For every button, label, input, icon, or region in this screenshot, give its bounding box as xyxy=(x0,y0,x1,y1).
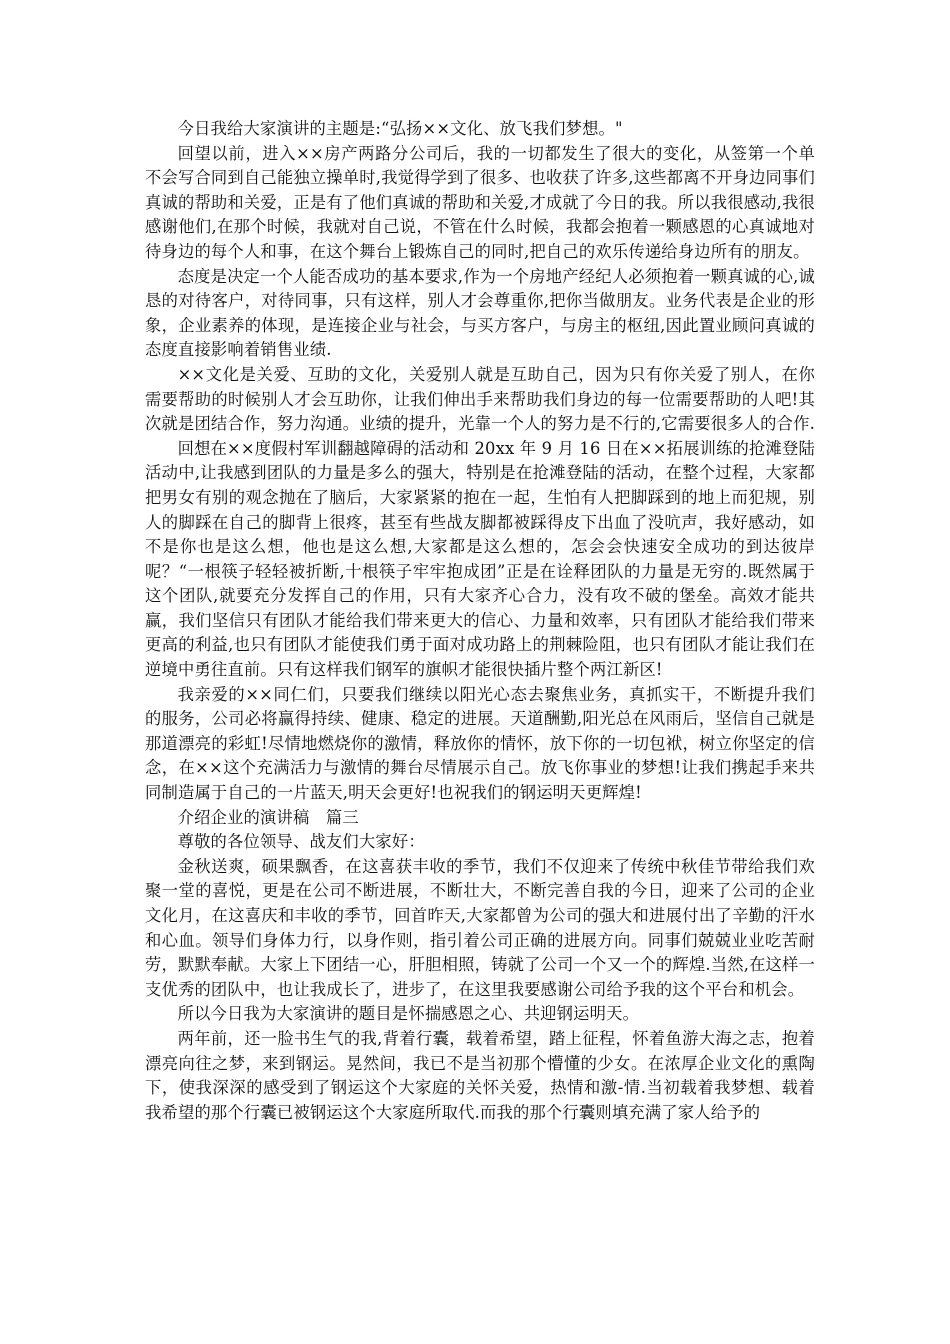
paragraph-greeting: 尊敬的各位领导、战友们大家好： xyxy=(177,832,425,852)
paragraph-looking-back: 回望以前，进入××房产两路分公司后，我的一切都发生了很大的变化，从签第一个单不会写合同到自己能独立操单时,我觉得学到了很多、也收获了许多,这些都离不开身边同事们真诚的帮助和关爱，正是有了他们真诚的帮助和关爱,才成就了今日的我。所以我很感动,我很感谢他们,在那个时候，我就对自己说，不管在什么时候，我都会抱着一颗感恩的心真诚地对待身边的每个人和事，在这个舞台上锻炼自己的同时,把自己的欢乐传递给身边所有的朋友。 xyxy=(145,143,816,261)
paragraph-colleagues: 我亲爱的××同仁们，只要我们继续以阳光心态去聚焦业务，真抓实干，不断提升我们的服务，公司必将赢得持续、健康、稳定的进展。天道酬勤,阳光总在风雨后，坚信自己就是那道漂亮的彩虹!尽情地燃烧你的激情，释放你的情怀，放下你的一切包袱，树立你坚定的信念，在××这个充满活力与激情的舞台尽情展示自己。放飞你事业的梦想!让我们携起手来共同制造属于自己的一片蓝天,明天会更好!也祝我们的钢运明天更辉煌! xyxy=(145,684,815,803)
document-page xyxy=(145,117,815,1125)
paragraph-speech-theme: 今日我给大家演讲的主题是:“弘扬××文化、放飞我们梦想。" xyxy=(177,119,623,138)
paragraph-two-years-ago: 两年前，还一脸书生气的我,背着行囊，载着希望，踏上征程，怀着鱼游大海之志，抱着漂亮向往之梦，来到钢运。晃然间，我已不是当初那个懵懂的少女。在浓厚企业文化的熏陶下，使我深深的感受到了钢运这个大家庭的关怀关爱，热情和激-情.当初载着我梦想、载着我希望的那个行囊已被钢运这个大家庭所取代.而我的那个行囊则填充满了家人给予的 xyxy=(145,1028,815,1122)
paragraph-autumn: 金秋送爽，硕果飘香，在这喜获丰收的季节，我们不仅迎来了传统中秋佳节带给我们欢聚一堂的喜悦，更是在公司不断进展，不断壮大，不断完善自我的今日，迎来了公司的企业文化月，在这喜庆和丰收的季节，回首昨天,大家都曾为公司的强大和进展付出了辛勤的汗水和心血。领导们身体力行，以身作则，指引着公司正确的进展方向。同事们兢兢业业吃苦耐劳，默默奉献。大家上下团结一心，肝胆相照，铸就了公司一个又一个的辉煌.当然,在这样一支优秀的团队中，也让我成长了，进步了，在这里我要感谢公司给予我的这个平台和机会。 xyxy=(145,856,816,999)
paragraph-teamwork: 回想在××度假村军训翻越障碍的活动和 20xx 年 9 月 16 日在××拓展训练的抢滩登陆活动中,让我感到团队的力量是多么的强大，特别是在抢滩登陆的活动，在整个过程，大家都把男女有别的观念抛在了脑后，大家紧紧的抱在一起，生怕有人把脚踩到的地上而犯规，别人的脚踩在自己的脚背上很疼，甚至有些战友脚都被踩得皮下出血了没吭声，我好感动，如不是你也是这么想，他也是这么想,大家都是这么想的，怎会会快速安全成功的到达彼岸呢？“一根筷子轻轻被折断,十根筷子牢牢抱成团”正是在诠释团队的力量是无穷的.既然属于这个团队,就要充分发挥自己的作用，只有大家齐心合力，没有攻不破的堡垒。高效才能共赢，我们坚信只有团队才能给我们带来更大的信心、力量和效率，只有团队才能给我们带来更高的利益,也只有团队才能使我们勇于面对成功路上的荆棘险阻，也只有团队才能让我们在逆境中勇往直前。只有这样我们钢军的旗帜才能很快插片整个两江新区! xyxy=(145,438,815,680)
paragraph-attitude: 态度是决定一个人能否成功的基本要求,作为一个房地产经纪人必须抱着一颗真诚的心,诚恳的对待客户，对待同事，只有这样，别人才会尊重你,把你当做朋友。业务代表是企业的形象，企业素养的体现，是连接企业与社会，与买方客户，与房主的枢纽,因此置业顾问真诚的态度直接影响着销售业绩. xyxy=(145,266,815,360)
paragraph-topic: 所以今日我为大家演讲的题目是怀揣感恩之心、共迎钢运明天。 xyxy=(177,1004,640,1024)
paragraph-culture: ××文化是关爱、互助的文化，关爱别人就是互助自己，因为只有你关爱了别人，在你需要帮助的时候别人才会互助你，让我们伸出手来帮助我们身边的每一位需要帮助的人吧!其次就是团结合作，努力沟通。业绩的提升，光靠一个人的努力是不行的,它需要很多人的合作. xyxy=(145,364,816,434)
section-heading: 介绍企业的演讲稿 篇三 xyxy=(177,807,359,827)
